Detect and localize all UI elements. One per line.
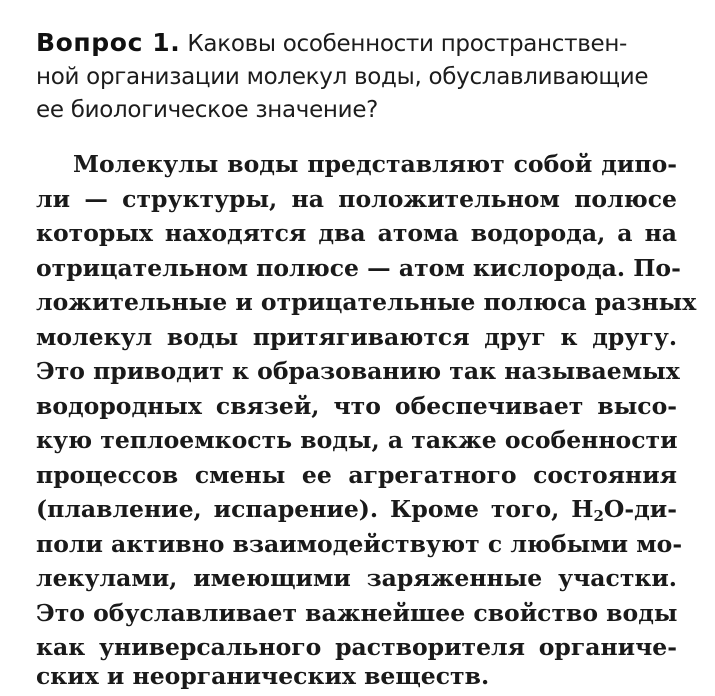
- answer-line-10: процессов смены ее агрегатного состояния: [36, 461, 677, 489]
- answer-line-3: которых находятся два атома водорода, а на: [36, 219, 677, 247]
- question-text-1: Каковы особенности пространствен-: [180, 31, 628, 57]
- answer-line-7: Это приводит к образованию так называемых: [36, 357, 680, 385]
- question-line-3: ее биологическое значение?: [36, 97, 379, 123]
- answer-line-9: кую теплоемкость воды, а также особенности: [36, 426, 678, 454]
- answer-line-4: отрицательном полюсе — атом кислорода. По-: [36, 254, 681, 282]
- answer-line-12: поли активно взаимодействуют с любыми мо-: [36, 530, 683, 558]
- answer-line-11-text: (плавление, испарение). Кроме того, H: [36, 495, 594, 523]
- answer-line-11-tail: О-ди-: [603, 495, 677, 523]
- subscript-2: 2: [593, 507, 604, 525]
- answer-line-8: водородных связей, что обеспечивает высо-: [36, 392, 677, 420]
- answer-line-11: [36, 492, 677, 526]
- answer-line-14: Это обуславливает важнейшее свойство воды: [36, 599, 678, 627]
- answer-line-13: лекулами, имеющими заряженные участки.: [36, 564, 677, 592]
- answer-line-5: ложительные и отрицательные полюса разных: [36, 288, 697, 316]
- answer-line-1: Молекулы воды представляют собой дипо-: [73, 150, 677, 178]
- question-line-2: ной организации молекул воды, обуславливающие: [36, 64, 649, 90]
- answer-line-16: ских и неорганических веществ.: [36, 662, 490, 690]
- question-line-1: [36, 28, 706, 59]
- answer-line-15: как универсального растворителя органиче-: [36, 633, 677, 661]
- answer-line-6: молекул воды притягиваются друг к другу.: [36, 323, 677, 351]
- answer-line-2: ли — структуры, на положительном полюсе: [36, 185, 677, 213]
- question-label: Вопрос 1.: [36, 28, 181, 57]
